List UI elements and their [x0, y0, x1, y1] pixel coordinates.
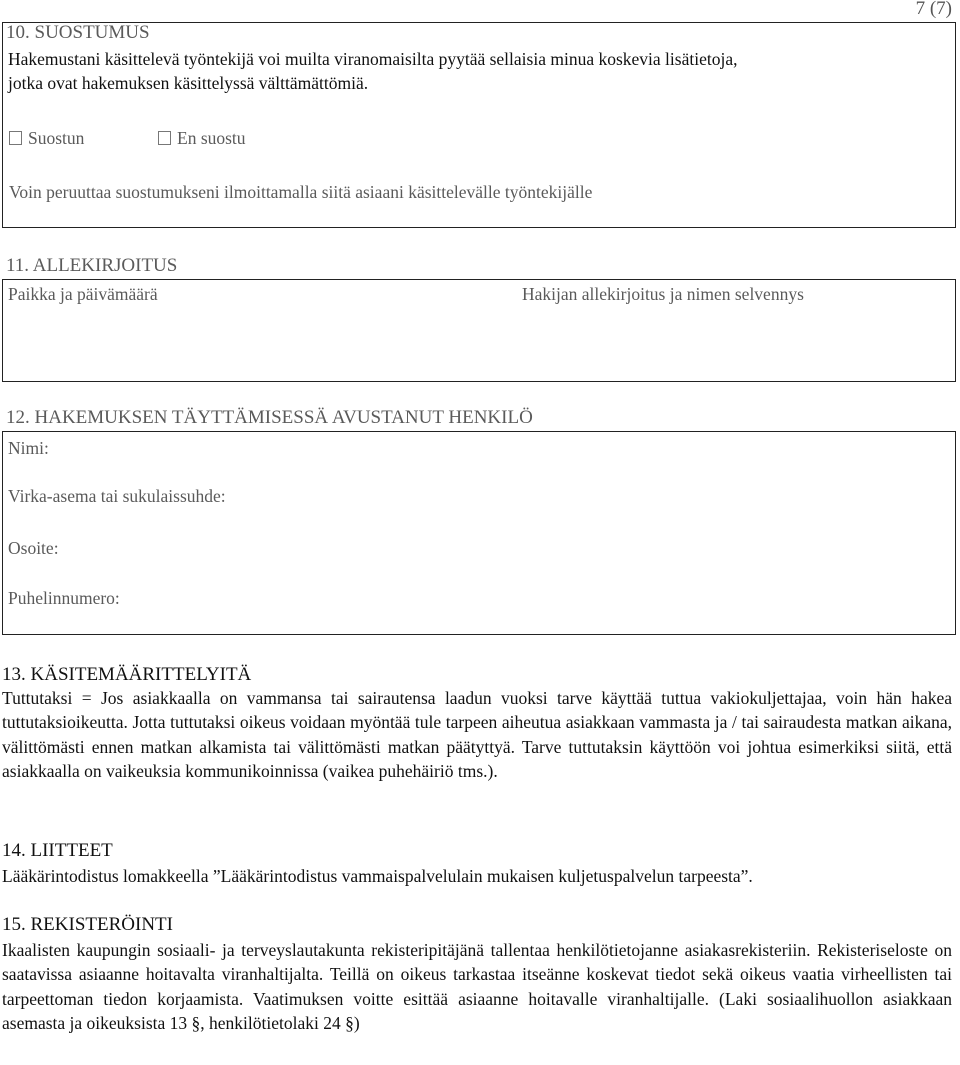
page-number: 7 (7) [915, 0, 952, 19]
attachments-text: Lääkärintodistus lomakkeella ”Lääkärintodistus vammaispalvelulain mukaisen kuljetuspalvelun tarpeesta”. [2, 866, 753, 886]
assistant-name-label: Nimi: [8, 438, 49, 458]
assistant-address-label: Osoite: [8, 538, 59, 558]
signature-label: Hakijan allekirjoitus ja nimen selvennys [522, 284, 804, 304]
disagree-label: En suostu [177, 128, 246, 148]
consent-text-line-1: Hakemustani käsittelevä työntekijä voi muilta viranomaisilta pyytää sellaisia minua koskevia lisätietoja, [8, 49, 738, 69]
agree-checkbox[interactable] [9, 131, 22, 145]
disagree-checkbox[interactable] [158, 131, 171, 145]
agree-label: Suostun [28, 128, 85, 148]
assistant-heading: 12. HAKEMUKSEN TÄYTTÄMISESSÄ AVUSTANUT HENKILÖ [6, 407, 533, 428]
attachments-heading: 14. LIITTEET [2, 840, 113, 861]
assistant-phone-label: Puhelinnumero: [8, 588, 120, 608]
place-date-label: Paikka ja päivämäärä [8, 284, 158, 304]
assistant-box [2, 431, 956, 635]
consent-revoke-note: Voin peruuttaa suostumukseni ilmoittamalla siitä asiaani käsittelevälle työntekijälle [9, 182, 593, 202]
assistant-position-label: Virka-asema tai sukulaissuhde: [8, 486, 226, 506]
definitions-heading: 13. KÄSITEMÄÄRITTELYITÄ [2, 664, 252, 685]
consent-text-line-2: jotka ovat hakemuksen käsittelyssä välttämättömiä. [8, 73, 369, 93]
signature-heading: 11. ALLEKIRJOITUS [6, 255, 178, 276]
definitions-text: Tuttutaksi = Jos asiakkaalla on vammansa tai sairautensa laadun vuoksi tarve käyttää tuttua vakiokuljettajaa, voin hän hakea tuttutaksioikeutta. Jotta tuttutaksi oikeus voidaan myöntää tule tarpeen aiheutua asiakkaan vammasta ja / tai sairaudesta matkan aikana, välittömästi ennen matkan alkamista tai välittömästi matkan päätyttyä. Tarve tuttutaksin käyttöön voi johtua esimerkiksi siitä, että asiakkaalla on vaikeuksia kommunikoinnissa (vaikea puhehäiriö tms.). [2, 688, 952, 781]
registration-heading: 15. REKISTERÖINTI [2, 914, 173, 935]
consent-agree-option[interactable] [9, 127, 84, 149]
consent-heading: 10. SUOSTUMUS [6, 22, 150, 43]
registration-text: Ikaalisten kaupungin sosiaali- ja terveyslautakunta rekisteripitäjänä tallentaa henkilötietojanne asiakasrekisteriin. Rekisteriseloste on saatavissa asiaanne hoitavalta viranhaltijalta. Teillä on oikeus tarkastaa itseänne koskevat tiedot sekä oikeus vaatia virheellisten tai tarpeettoman tiedon korjaamista. Vaatimuksen voitte esittää asiaanne hoitavalle viranhaltijalle. (Laki sosiaalihuollon asiakkaan asemasta ja oikeuksista 13 §, henkilötietolaki 24 §) [2, 940, 952, 1033]
consent-disagree-option[interactable] [158, 127, 246, 149]
